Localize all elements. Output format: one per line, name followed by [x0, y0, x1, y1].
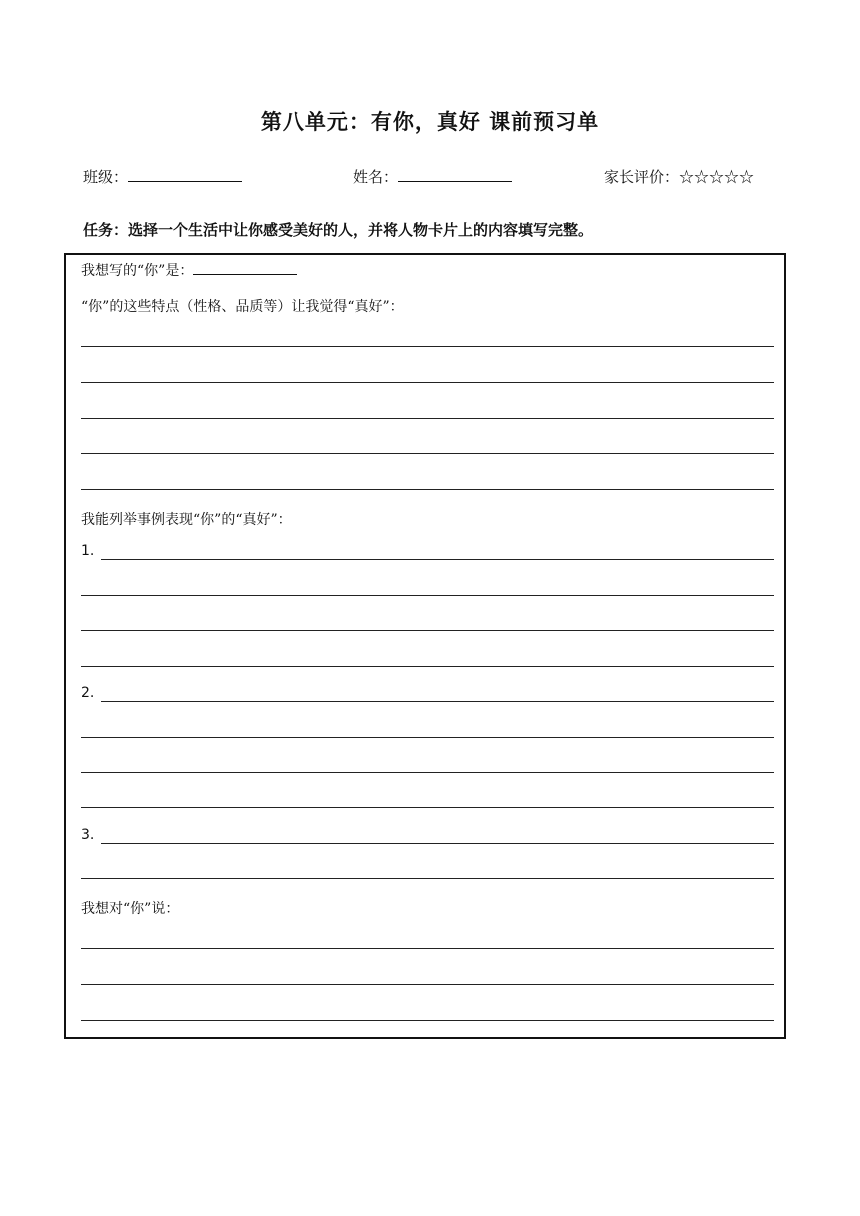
example-1-line[interactable]	[81, 630, 774, 631]
person-card	[64, 253, 786, 1039]
example-1-line[interactable]	[81, 666, 774, 667]
example-3-line[interactable]	[81, 878, 774, 879]
example-1-line[interactable]	[101, 559, 774, 560]
page-title: 第八单元：有你，真好 课前预习单	[260, 110, 600, 134]
example-3-line[interactable]	[101, 843, 774, 844]
name-field	[353, 166, 512, 187]
example-2-line[interactable]	[101, 701, 774, 702]
say-line[interactable]	[81, 1020, 774, 1021]
traits-line[interactable]	[81, 453, 774, 454]
who-field	[81, 260, 297, 280]
example-2-line[interactable]	[81, 737, 774, 738]
traits-line[interactable]	[81, 418, 774, 419]
traits-line[interactable]	[81, 489, 774, 490]
parent-rating-field	[604, 166, 754, 187]
traits-line[interactable]	[81, 346, 774, 347]
parent-rating-label: 家长评价：	[604, 168, 680, 186]
who-label: 我想写的“你”是：	[81, 263, 194, 279]
who-blank[interactable]	[193, 261, 297, 275]
class-field	[83, 166, 242, 187]
traits-line[interactable]	[81, 382, 774, 383]
task-instruction: 任务：选择一个生活中让你感受美好的人，并将人物卡片上的内容填写完整。	[83, 221, 594, 239]
rating-stars[interactable]: ☆☆☆☆☆	[679, 168, 755, 186]
examples-label: 我能列举事例表现“你”的“真好”：	[81, 512, 292, 528]
example-number-2: 2.	[81, 685, 95, 701]
example-number-1: 1.	[81, 543, 95, 559]
traits-label: “你”的这些特点（性格、品质等）让我觉得“真好”：	[81, 299, 404, 315]
class-blank[interactable]	[128, 167, 242, 182]
example-2-line[interactable]	[81, 807, 774, 808]
example-1-line[interactable]	[81, 595, 774, 596]
say-line[interactable]	[81, 948, 774, 949]
name-label: 姓名：	[353, 168, 399, 186]
example-number-3: 3.	[81, 827, 95, 843]
say-line[interactable]	[81, 984, 774, 985]
example-2-line[interactable]	[81, 772, 774, 773]
say-label: 我想对“你”说：	[81, 901, 180, 917]
class-label: 班级：	[83, 168, 129, 186]
name-blank[interactable]	[398, 167, 512, 182]
